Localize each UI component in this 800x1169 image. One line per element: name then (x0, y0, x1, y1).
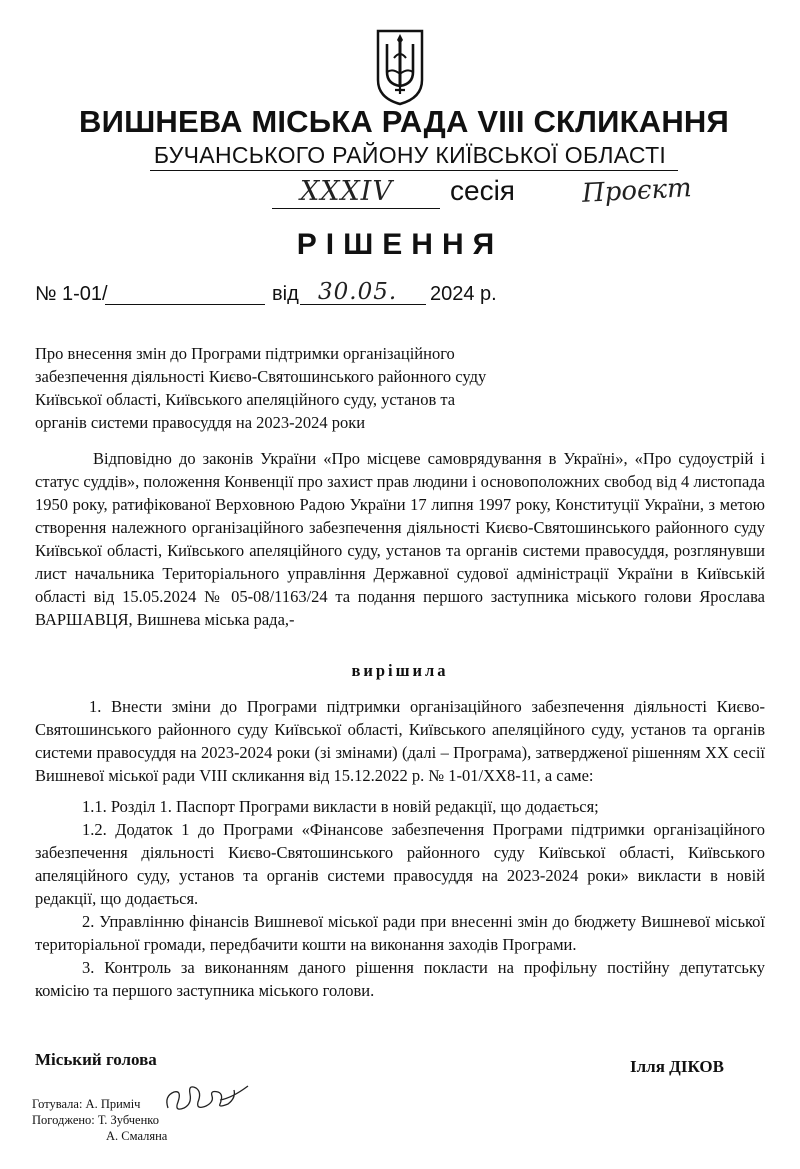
mayor-name: Ілля ДІКОВ (630, 1057, 724, 1076)
decision-title: РІШЕННЯ (296, 228, 504, 261)
subtitle-underline (150, 170, 678, 171)
draft-mark: Проєкт (581, 173, 693, 209)
prepared-by: Готувала: А. Приміч (32, 1097, 141, 1111)
item-1: 1. Внести зміни до Програми підтримки організаційного забезпечення діяльності Києво-Святошинського районного суду Київської області, Київського апеляційного суду, установ та органів системи правосуддя на 2023-2024 роки (зі змінами) (далі – Програма), затвердженої рішенням XX сесії Вишневої міської ради VIII скликання від 15.12.2022 р. № 1-01/XX8-11, а саме: (35, 697, 765, 785)
item-3: 3. Контроль за виконанням даного рішення покласти на профільну постійну депутатську комісію та першого заступника міського голови. (35, 958, 765, 1000)
resolved-heading: вирішила (351, 661, 449, 680)
date-from-label: від (272, 283, 299, 305)
coat-of-arms-icon (375, 28, 425, 106)
org-subtitle: БУЧАНСЬКОГО РАЙОНУ КИЇВСЬКОЇ ОБЛАСТІ (153, 142, 667, 168)
decision-number-label: № 1-01/ (35, 283, 108, 305)
agreed-by: Погоджено: Т. Зубченко (32, 1113, 159, 1127)
session-number-line (272, 208, 440, 209)
handwritten-date: 30.05. (318, 279, 398, 305)
signature-icon (162, 1078, 252, 1118)
item-1-1: 1.1. Розділ 1. Паспорт Програми викласти в новій редакції, що додається; (82, 797, 599, 816)
preamble-paragraph: Відповідно до законів України «Про місцеве самоврядування в Україні», «Про судоустрій і статус суддів», положення Конвенції про захист прав людини і основоположних свобод від 4 листопада 1950 року, ратифікованої Верховною Радою України 17 липня 1997 року, Конституції України, з метою створення належного організаційного забезпечення діяльності Києво-Святошинського районного суду Київської області, Київського апеляційного суду, установ та органів системи правосуддя, розглянувши лист начальника Територіального управління Державної судової адміністрації України в Київській області від 15.05.2024 № 05-08/1163/24 та подання першого заступника міського голови Ярослава ВАРШАВЦЯ, Вишнева міська рада,- (35, 449, 765, 629)
decision-subject: Про внесення змін до Програми підтримки організаційного забезпечення діяльності Києво-Святошинського районного суду Київської області, Київського апеляційного суду, установ та органів системи правосуддя на 2023-2024 роки (35, 344, 487, 432)
session-label: сесія (450, 175, 515, 206)
item-2: 2. Управлінню фінансів Вишневої міської ради при внесенні змін до бюджету Вишневої міської територіальної громади, передбачити кошти на виконання заходів Програми. (35, 912, 765, 954)
session-number: XXXIV (300, 176, 393, 207)
org-name: ВИШНЕВА МІСЬКА РАДА VIII СКЛИКАННЯ (79, 104, 729, 139)
mayor-label: Міський голова (35, 1050, 157, 1069)
agreed-by-2: А. Смаляна (106, 1129, 168, 1143)
date-year: 2024 р. (430, 283, 497, 305)
decision-number-line (105, 304, 265, 305)
item-1-2: 1.2. Додаток 1 до Програми «Фінансове забезпечення Програми підтримки організаційного забезпечення діяльності Києво-Святошинського районного суду Київської області, Київського апеляційного суду, установ та органів системи правосуддя на 2023-2024 роки» викласти в новій редакції, що додається. (35, 820, 765, 908)
approvals-block (32, 1096, 167, 1144)
